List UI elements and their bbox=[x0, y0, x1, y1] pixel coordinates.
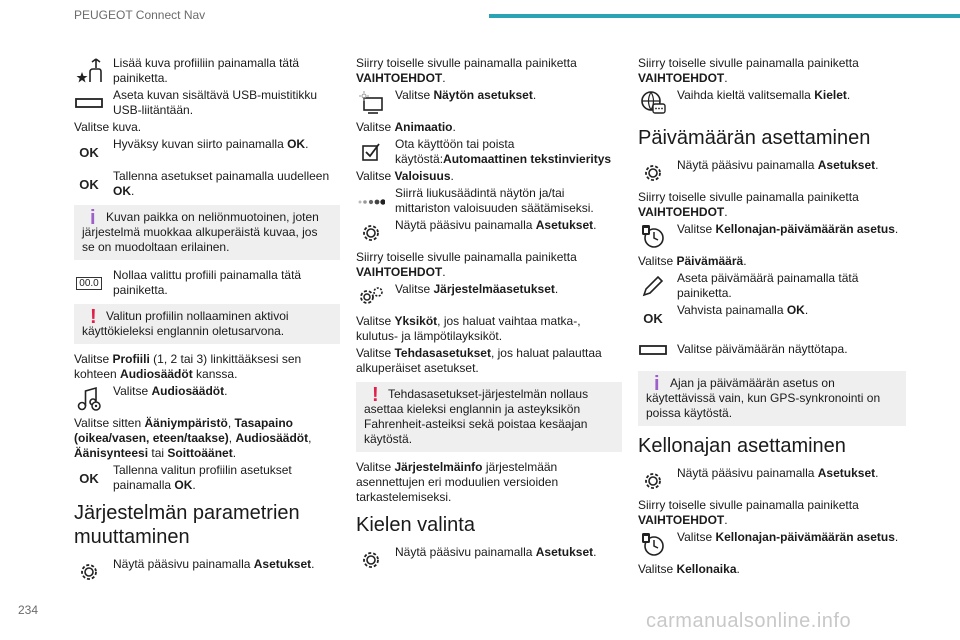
instruction-text: Ota käyttöön tai poista käytöstä:Automaattinen tekstinvieritys bbox=[395, 137, 612, 166]
info-icon: i bbox=[90, 207, 96, 229]
date-format-icon bbox=[638, 335, 668, 365]
instruction-row bbox=[356, 545, 622, 575]
instruction-row bbox=[356, 88, 622, 118]
section-heading: Järjestelmän parametrien muuttaminen bbox=[74, 502, 300, 548]
instruction-text: Aseta päivämäärä painamalla tätä painiketta. bbox=[677, 271, 859, 300]
instruction-row bbox=[74, 463, 340, 493]
instruction-row bbox=[638, 303, 906, 333]
paragraph: Siirry toiselle sivulle painamalla painiketta VAIHTOEHDOT. bbox=[356, 56, 577, 85]
pencil-icon bbox=[638, 271, 668, 301]
header-accent-bar bbox=[489, 14, 960, 18]
gear-icon bbox=[74, 557, 104, 587]
instruction-row bbox=[638, 158, 906, 188]
watermark: carmanualsonline.info bbox=[646, 610, 852, 632]
section-heading: Päivämäärän asettaminen bbox=[638, 127, 871, 149]
checkbox-icon bbox=[356, 137, 386, 167]
instruction-text: Siirrä liukusäädintä näytön ja/tai mittariston valoisuuden säätämiseksi. bbox=[395, 186, 594, 215]
running-header: PEUGEOT Connect Nav bbox=[74, 8, 206, 22]
instruction-text: Näytä pääsivu painamalla Asetukset. bbox=[113, 557, 315, 571]
instruction-row bbox=[638, 88, 906, 118]
instruction-text: Näytä pääsivu painamalla Asetukset. bbox=[677, 466, 879, 480]
reset-icon: 00.0 bbox=[74, 268, 104, 298]
paragraph: Valitse Animaatio. bbox=[356, 120, 456, 134]
instruction-row bbox=[638, 222, 906, 252]
warning-note bbox=[74, 304, 340, 344]
clock-icon bbox=[638, 530, 668, 560]
paragraph: Valitse Tehdasasetukset, jos haluat palauttaa alkuperäiset asetukset. bbox=[356, 346, 602, 375]
gear-icon bbox=[638, 466, 668, 496]
instruction-row bbox=[74, 384, 340, 414]
instruction-text: Valitse Audiosäädöt. bbox=[113, 384, 228, 398]
paragraph: Valitse Järjestelmäinfo järjestelmään asennettujen eri moduulien versioiden tarkastelemiseksi. bbox=[356, 460, 559, 504]
ok-icon: OK bbox=[79, 470, 99, 486]
instruction-text: Tallenna valitun profiilin asetukset painamalla OK. bbox=[113, 463, 292, 492]
instruction-text: Näytä pääsivu painamalla Asetukset. bbox=[395, 545, 597, 559]
display-settings-icon bbox=[356, 88, 386, 118]
paragraph: Valitse Valoisuus. bbox=[356, 169, 454, 183]
warning-note bbox=[356, 382, 622, 452]
instruction-row bbox=[74, 268, 340, 298]
section-heading: Kielen valinta bbox=[356, 514, 475, 536]
system-settings-icon bbox=[356, 282, 386, 312]
instruction-row bbox=[74, 557, 340, 587]
clock-icon bbox=[638, 222, 668, 252]
paragraph: Valitse kuva. bbox=[74, 120, 142, 134]
instruction-text: Valitse päivämäärän näyttötapa. bbox=[677, 342, 848, 356]
paragraph: Siirry toiselle sivulle painamalla painiketta VAIHTOEHDOT. bbox=[638, 56, 859, 85]
instruction-row bbox=[74, 88, 340, 118]
instruction-row bbox=[74, 169, 340, 199]
paragraph: Siirry toiselle sivulle painamalla painiketta VAIHTOEHDOT. bbox=[638, 190, 859, 219]
instruction-text: Valitse Näytön asetukset. bbox=[395, 88, 537, 102]
column-3 bbox=[638, 56, 906, 579]
paragraph: Valitse Päivämäärä. bbox=[638, 254, 747, 268]
instruction-row bbox=[356, 218, 622, 248]
section-heading: Kellonajan asettaminen bbox=[638, 435, 846, 457]
instruction-text: Hyväksy kuvan siirto painamalla OK. bbox=[113, 137, 309, 151]
instruction-text: Vaihda kieltä valitsemalla Kielet. bbox=[677, 88, 851, 102]
profile-photo-icon bbox=[74, 56, 104, 86]
warning-icon: ! bbox=[372, 384, 379, 406]
instruction-text: Vahvista painamalla OK. bbox=[677, 303, 809, 317]
audio-settings-icon bbox=[74, 384, 104, 414]
note-text: Ajan ja päivämäärän asetus on käytettävissä vain, kun GPS-synkronointi on poissa käytöstä. bbox=[646, 376, 881, 420]
instruction-row bbox=[638, 530, 906, 560]
column-2 bbox=[356, 56, 622, 577]
gear-icon bbox=[356, 218, 386, 248]
paragraph: Siirry toiselle sivulle painamalla painiketta VAIHTOEHDOT. bbox=[638, 498, 859, 527]
instruction-row bbox=[74, 137, 340, 167]
paragraph: Valitse Yksiköt, jos haluat vaihtaa matka-, kulutus- ja lämpötilayksiköt. bbox=[356, 314, 581, 343]
page-number: 234 bbox=[18, 603, 39, 617]
ok-icon: OK bbox=[79, 176, 99, 192]
gear-icon bbox=[356, 545, 386, 575]
info-note bbox=[638, 371, 906, 426]
instruction-row bbox=[356, 186, 622, 216]
paragraph: Valitse Profiili (1, 2 tai 3) linkittääksesi sen kohteen Audiosäädöt kanssa. bbox=[74, 352, 302, 381]
instruction-text: Näytä pääsivu painamalla Asetukset. bbox=[395, 218, 597, 232]
note-text: Tehdasasetukset-järjestelmän nollaus asettaa kieleksi englannin ja asteyksikön Fahrenheit-asteiksi sekä poistaa kesäajan käytöstä. bbox=[364, 387, 589, 446]
instruction-text: Lisää kuva profiiliin painamalla tätä painiketta. bbox=[113, 56, 300, 85]
instruction-row bbox=[356, 137, 622, 167]
brightness-icon bbox=[356, 186, 386, 216]
instruction-text: Tallenna asetukset painamalla uudelleen OK. bbox=[113, 169, 330, 198]
instruction-text: Näytä pääsivu painamalla Asetukset. bbox=[677, 158, 879, 172]
instruction-text: Valitse Kellonajan-päivämäärän asetus. bbox=[677, 222, 899, 236]
instruction-row bbox=[74, 56, 340, 86]
instruction-row bbox=[638, 335, 906, 365]
instruction-row bbox=[638, 271, 906, 301]
paragraph: Valitse sitten Ääniympäristö, Tasapaino (oikea/vasen, eteen/taakse), Audiosäädöt, Äänisynteesi tai Soittoäänet. bbox=[74, 416, 312, 460]
gear-icon bbox=[638, 158, 668, 188]
instruction-row bbox=[356, 282, 622, 312]
instruction-row bbox=[638, 466, 906, 496]
instruction-text: Nollaa valittu profiili painamalla tätä painiketta. bbox=[113, 268, 302, 297]
usb-slot-icon bbox=[74, 88, 104, 118]
info-icon: i bbox=[654, 373, 660, 395]
note-text: Valitun profiilin nollaaminen aktivoi käyttökieleksi englannin oletusarvona. bbox=[82, 309, 289, 338]
ok-icon: OK bbox=[79, 144, 99, 160]
column-1 bbox=[74, 56, 340, 589]
instruction-text: Aseta kuvan sisältävä USB-muistitikku USB-liitäntään. bbox=[113, 88, 318, 117]
ok-icon: OK bbox=[643, 310, 663, 326]
instruction-text: Valitse Järjestelmäasetukset. bbox=[395, 282, 559, 296]
note-text: Kuvan paikka on neliönmuotoinen, joten järjestelmä muokkaa alkuperäistä kuvaa, jos se on muodoltaan erilainen. bbox=[82, 210, 319, 254]
paragraph: Siirry toiselle sivulle painamalla painiketta VAIHTOEHDOT. bbox=[356, 250, 577, 279]
paragraph: Valitse Kellonaika. bbox=[638, 562, 740, 576]
language-icon bbox=[638, 88, 668, 118]
warning-icon: ! bbox=[90, 306, 97, 328]
info-note bbox=[74, 205, 340, 260]
instruction-text: Valitse Kellonajan-päivämäärän asetus. bbox=[677, 530, 899, 544]
